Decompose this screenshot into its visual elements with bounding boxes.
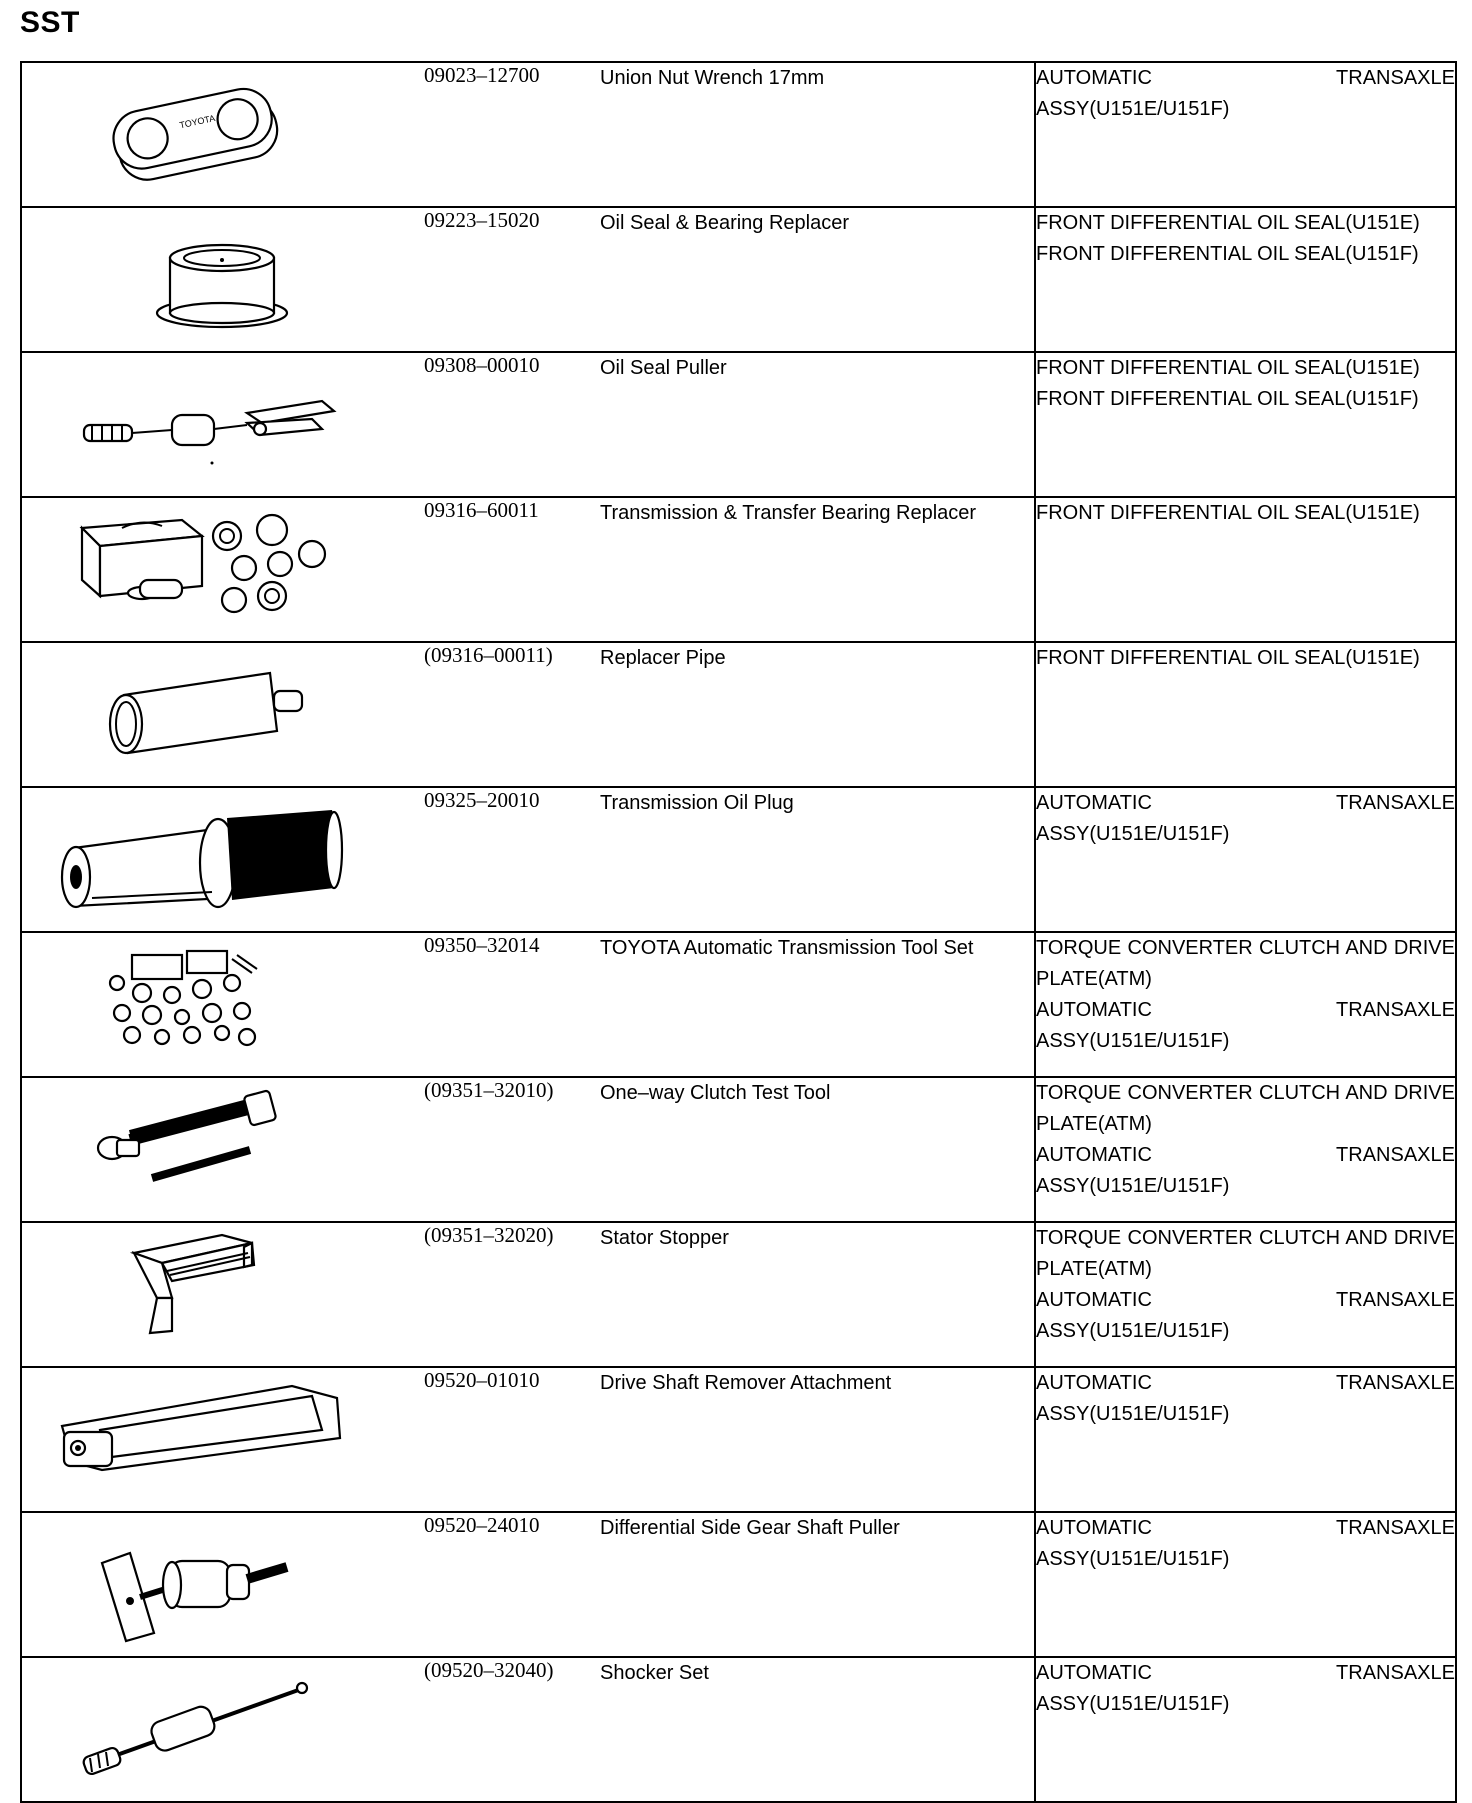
usage-cell [1035, 787, 1456, 932]
page-title: SST [20, 6, 80, 39]
illustration-cell [21, 1657, 424, 1802]
usage-cell [1035, 207, 1456, 352]
illustration-cell [21, 1077, 424, 1222]
illustration-cell [21, 62, 424, 207]
usage-item: TORQUE CONVERTER CLUTCH AND DRIVE PLATE(ATM) [1036, 1227, 1455, 1280]
part-number: 09325–20010 [424, 787, 600, 932]
usage-cell [1035, 1367, 1456, 1512]
usage-item: AUTOMATIC TRANSAXLE ASSY(U151E/U151F) [1036, 999, 1455, 1052]
tool-name: One–way Clutch Test Tool [600, 1077, 1035, 1222]
oil-plug-icon [22, 788, 424, 931]
table-row [21, 787, 1456, 932]
usage-cell [1035, 1222, 1456, 1367]
tool-name: Transmission Oil Plug [600, 787, 1035, 932]
usage-item: AUTOMATIC TRANSAXLE ASSY(U151E/U151F) [1036, 792, 1455, 845]
table-row [21, 352, 1456, 497]
table-row [21, 62, 1456, 207]
sst-table [20, 61, 1457, 1803]
tool-set-icon [22, 933, 424, 1076]
usage-item: AUTOMATIC TRANSAXLE ASSY(U151E/U151F) [1036, 1662, 1455, 1715]
part-number: 09023–12700 [424, 62, 600, 207]
table-row [21, 932, 1456, 1077]
clutch-test-tool-icon [22, 1078, 424, 1221]
usage-cell [1035, 642, 1456, 787]
usage-item: AUTOMATIC TRANSAXLE ASSY(U151E/U151F) [1036, 67, 1455, 120]
part-number: 09223–15020 [424, 207, 600, 352]
illustration-cell [21, 497, 424, 642]
shocker-set-icon [22, 1658, 424, 1801]
usage-cell [1035, 1077, 1456, 1222]
usage-item: AUTOMATIC TRANSAXLE ASSY(U151E/U151F) [1036, 1372, 1455, 1425]
part-number: (09520–32040) [424, 1657, 600, 1802]
part-number: 09520–24010 [424, 1512, 600, 1657]
usage-cell [1035, 352, 1456, 497]
usage-cell [1035, 1657, 1456, 1802]
illustration-cell [21, 1222, 424, 1367]
illustration-cell [21, 642, 424, 787]
drive-shaft-remover-icon [22, 1368, 424, 1511]
illustration-cell [21, 1512, 424, 1657]
table-row [21, 1077, 1456, 1222]
tool-name: Shocker Set [600, 1657, 1035, 1802]
table-row [21, 497, 1456, 642]
usage-item: FRONT DIFFERENTIAL OIL SEAL(U151E) [1036, 647, 1420, 669]
tool-name: Union Nut Wrench 17mm [600, 62, 1035, 207]
tool-name: Differential Side Gear Shaft Puller [600, 1512, 1035, 1657]
tool-name: Oil Seal Puller [600, 352, 1035, 497]
tool-name: Stator Stopper [600, 1222, 1035, 1367]
usage-cell [1035, 1512, 1456, 1657]
illustration-cell [21, 352, 424, 497]
table-row [21, 1367, 1456, 1512]
svg-text:TOYOTA: TOYOTA [178, 112, 217, 131]
usage-item: AUTOMATIC TRANSAXLE ASSY(U151E/U151F) [1036, 1289, 1455, 1342]
union-nut-wrench-icon [22, 63, 424, 206]
usage-cell [1035, 62, 1456, 207]
table-row [21, 1512, 1456, 1657]
side-gear-puller-icon [22, 1513, 424, 1656]
oil-seal-puller-icon [22, 353, 424, 496]
tool-name: Replacer Pipe [600, 642, 1035, 787]
oil-seal-replacer-icon [22, 208, 424, 351]
tool-name: Drive Shaft Remover Attachment [600, 1367, 1035, 1512]
usage-item: AUTOMATIC TRANSAXLE ASSY(U151E/U151F) [1036, 1144, 1455, 1197]
illustration-cell [21, 1367, 424, 1512]
bearing-replacer-kit-icon [22, 498, 424, 641]
table-row [21, 207, 1456, 352]
tool-name: Transmission & Transfer Bearing Replacer [600, 497, 1035, 642]
usage-item: FRONT DIFFERENTIAL OIL SEAL(U151E) [1036, 357, 1420, 379]
table-row [21, 1657, 1456, 1802]
table-row [21, 1222, 1456, 1367]
illustration-cell [21, 932, 424, 1077]
stator-stopper-icon [22, 1223, 424, 1366]
part-number: 09520–01010 [424, 1367, 600, 1512]
usage-item: AUTOMATIC TRANSAXLE ASSY(U151E/U151F) [1036, 1517, 1455, 1570]
usage-item: TORQUE CONVERTER CLUTCH AND DRIVE PLATE(ATM) [1036, 1082, 1455, 1135]
replacer-pipe-icon [22, 643, 424, 786]
part-number: (09351–32020) [424, 1222, 600, 1367]
tool-name: Oil Seal & Bearing Replacer [600, 207, 1035, 352]
usage-cell [1035, 497, 1456, 642]
usage-cell [1035, 932, 1456, 1077]
illustration-cell [21, 207, 424, 352]
part-number: 09316–60011 [424, 497, 600, 642]
part-number: 09350–32014 [424, 932, 600, 1077]
usage-item: FRONT DIFFERENTIAL OIL SEAL(U151E) [1036, 502, 1420, 524]
part-number: (09351–32010) [424, 1077, 600, 1222]
table-row [21, 642, 1456, 787]
part-number: (09316–00011) [424, 642, 600, 787]
usage-item: FRONT DIFFERENTIAL OIL SEAL(U151F) [1036, 388, 1419, 410]
usage-item: TORQUE CONVERTER CLUTCH AND DRIVE PLATE(ATM) [1036, 937, 1455, 990]
part-number: 09308–00010 [424, 352, 600, 497]
usage-item: FRONT DIFFERENTIAL OIL SEAL(U151E) [1036, 212, 1420, 234]
tool-name: TOYOTA Automatic Transmission Tool Set [600, 932, 1035, 1077]
usage-item: FRONT DIFFERENTIAL OIL SEAL(U151F) [1036, 243, 1419, 265]
illustration-cell [21, 787, 424, 932]
